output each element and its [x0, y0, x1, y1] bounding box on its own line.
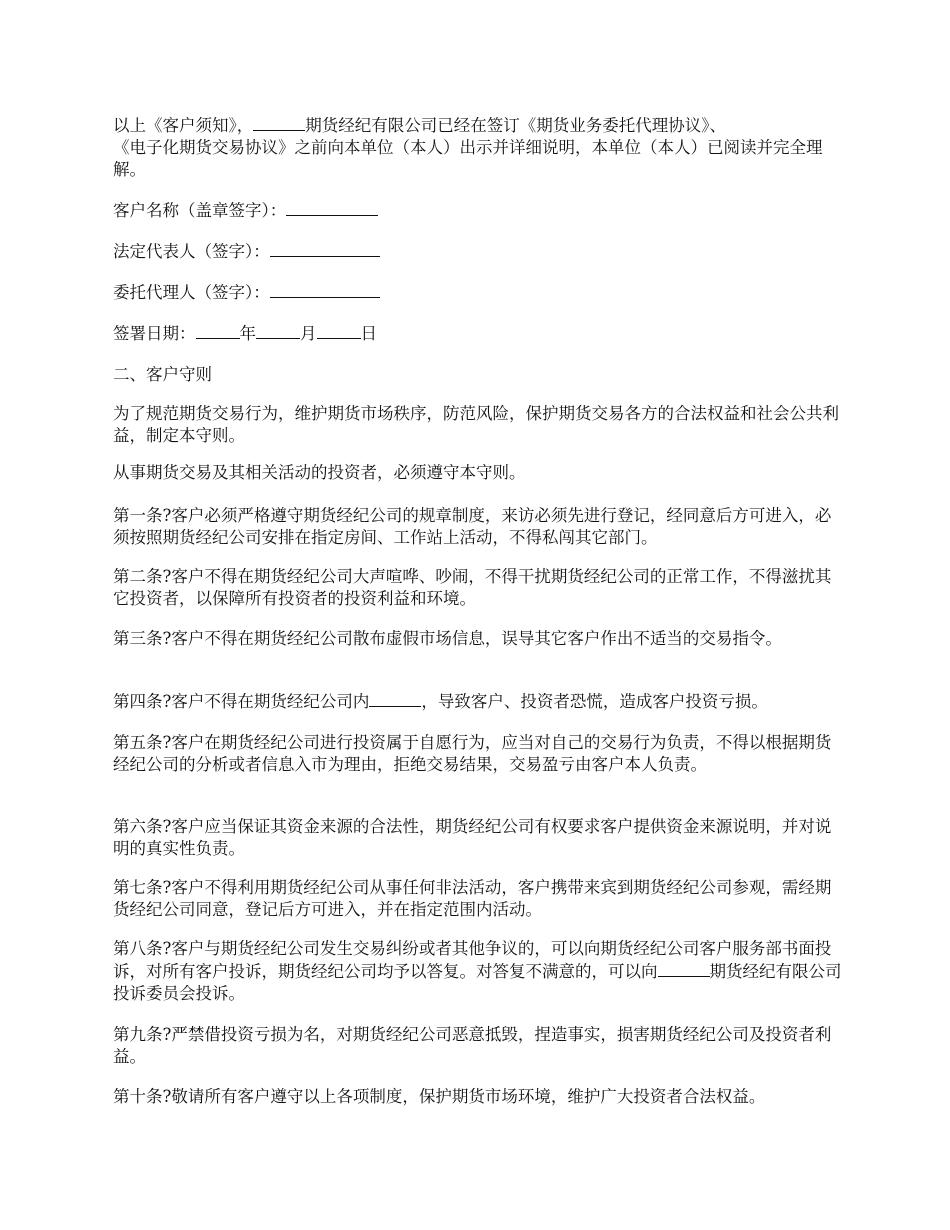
customer-name-blank[interactable] — [286, 199, 378, 216]
acknowledgement-paragraph — [113, 114, 843, 181]
day-blank[interactable] — [317, 322, 361, 339]
article-8-blank[interactable] — [658, 960, 710, 977]
month-blank[interactable] — [256, 322, 300, 339]
legal-rep-line — [113, 240, 843, 263]
legal-rep-label: 法定代表人（签字）： — [113, 242, 270, 261]
article-8 — [113, 938, 843, 1005]
year-label: 年 — [239, 324, 256, 343]
agent-blank[interactable] — [270, 281, 380, 298]
customer-name-line — [113, 199, 843, 222]
article-4-text-start: 第四条?客户不得在期货经纪公司内 — [113, 692, 370, 711]
article-5: 第五条?客户在期货经纪公司进行投资属于自愿行为，应当对自己的交易行为负责，不得以根据期货经纪公司的分析或者信息入市为理由，拒绝交易结果，交易盈亏由客户本人负责。 — [113, 733, 832, 774]
year-blank[interactable] — [196, 322, 240, 339]
acknowledgement-text-line2: 《电子化期货交易协议》之前向本单位（本人）出示并详细说明，本单位（本人）已阅读并完全理解。 — [113, 138, 823, 179]
article-8-text-end: 期货经纪有限公司投诉委员会投诉。 — [113, 962, 842, 1003]
intro-paragraph: 为了规范期货交易行为，维护期货市场秩序，防范风险，保护期货交易各方的合法权益和社会公共利益，制定本守则。 — [113, 404, 839, 445]
intro-paragraph-2: 从事期货交易及其相关活动的投资者，必须遵守本守则。 — [113, 463, 526, 482]
company-name-blank[interactable] — [253, 114, 305, 131]
article-8-text-start: 第八条?客户与期货经纪公司发生交易纠纷或者其他争议的，可以向期货经纪公司客户服务部书面投诉，对所有客户投诉，期货经纪公司均予以答复。对答复不满意的，可以向 — [113, 939, 832, 981]
customer-name-label: 客户名称（盖章签字）： — [113, 201, 287, 220]
legal-rep-blank[interactable] — [270, 240, 380, 257]
sign-date-label: 签署日期： — [113, 324, 196, 343]
article-1: 第一条?客户必须严格遵守期货经纪公司的规章制度，来访必须先进行登记，经同意后方可进入，必须按照期货经纪公司安排在指定房间、工作站上活动，不得私闯其它部门。 — [113, 506, 832, 547]
article-7: 第七条?客户不得利用期货经纪公司从事任何非法活动，客户携带来宾到期货经纪公司参观，需经期货经纪公司同意，登记后方可进入，并在指定范围内活动。 — [113, 878, 832, 919]
acknowledgement-text-start: 以上《客户须知》， — [113, 116, 254, 135]
article-4 — [113, 690, 843, 713]
agent-label: 委托代理人（签字）： — [113, 283, 270, 302]
section-title: 二、客户守则 — [113, 365, 212, 384]
article-4-text-end: ，导致客户、投资者恐慌，造成客户投资亏损。 — [421, 692, 768, 711]
article-4-blank[interactable] — [369, 690, 421, 707]
agent-line — [113, 281, 843, 304]
article-2: 第二条?客户不得在期货经纪公司大声喧哗、吵闹，不得干扰期货经纪公司的正常工作，不得滋扰其它投资者，以保障所有投资者的投资利益和环境。 — [113, 567, 832, 608]
article-6: 第六条?客户应当保证其资金来源的合法性，期货经纪公司有权要求客户提供资金来源说明，并对说明的真实性负责。 — [113, 817, 832, 858]
article-9: 第九条?严禁借投资亏损为名，对期货经纪公司恶意抵毁，捏造事实，损害期货经纪公司及投资者利益。 — [113, 1025, 832, 1066]
acknowledgement-text-end: 期货经纪有限公司已经在签订《期货业务委托代理协议》、 — [305, 116, 726, 135]
sign-date-line — [113, 322, 843, 345]
day-label: 日 — [360, 324, 377, 343]
article-10: 第十条?敬请所有客户遵守以上各项制度，保护期货市场环境，维护广大投资者合法权益。 — [113, 1087, 766, 1106]
article-3: 第三条?客户不得在期货经纪公司散布虚假市场信息，误导其它客户作出不适当的交易指令。 — [113, 629, 782, 648]
month-label: 月 — [300, 324, 317, 343]
